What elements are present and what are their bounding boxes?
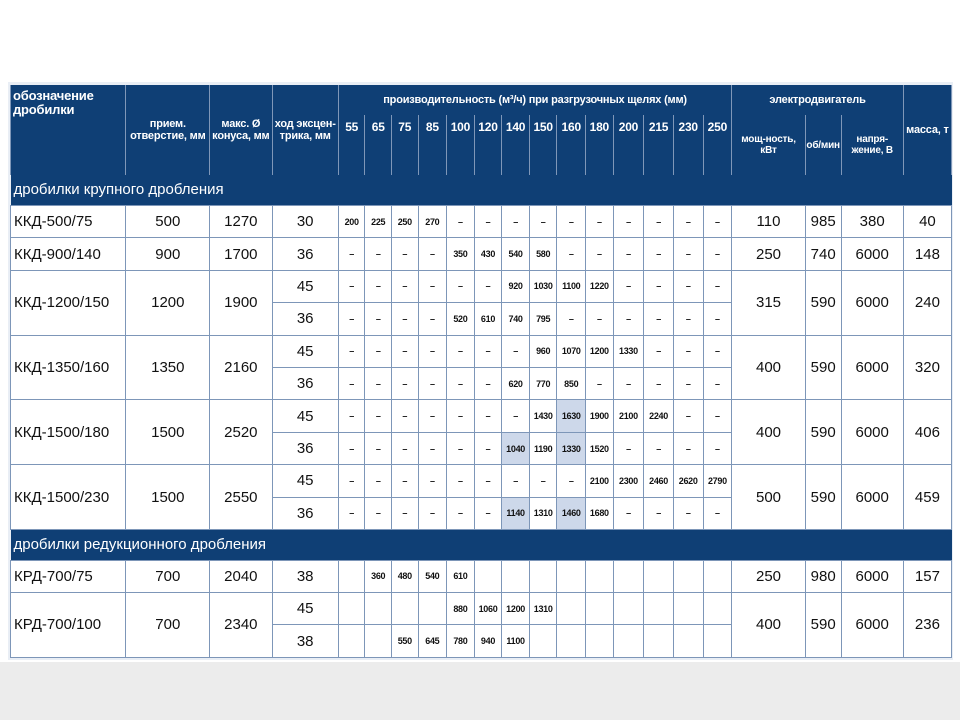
cone-value: 2040 bbox=[210, 560, 272, 592]
capacity-cell: – bbox=[365, 368, 392, 400]
table-row bbox=[11, 560, 952, 592]
inlet-value: 900 bbox=[126, 238, 210, 270]
capacity-cell bbox=[586, 625, 614, 658]
capacity-cell bbox=[391, 592, 418, 624]
stroke-value: 36 bbox=[272, 432, 338, 464]
voltage-value: 6000 bbox=[841, 238, 903, 270]
capacity-cell: 2300 bbox=[613, 465, 644, 497]
capacity-cell: – bbox=[338, 432, 365, 464]
rpm-value: 590 bbox=[805, 335, 841, 400]
rpm-value: 980 bbox=[805, 560, 841, 592]
stroke-value: 45 bbox=[272, 400, 338, 432]
gap-header: 65 bbox=[365, 115, 392, 175]
gap-header: 85 bbox=[418, 115, 447, 175]
capacity-cell: – bbox=[644, 270, 674, 302]
capacity-cell: – bbox=[365, 432, 392, 464]
mass-value: 40 bbox=[903, 205, 951, 237]
cone-value: 2520 bbox=[210, 400, 272, 465]
col-voltage: напря-жение, В bbox=[841, 115, 903, 175]
col-power: мощ-ность, кВт bbox=[732, 115, 806, 175]
table-row bbox=[11, 465, 952, 497]
capacity-cell: – bbox=[703, 497, 732, 529]
table-row bbox=[11, 270, 952, 302]
stroke-value: 45 bbox=[272, 335, 338, 367]
capacity-cell: – bbox=[703, 205, 732, 237]
capacity-cell bbox=[557, 560, 586, 592]
stroke-value: 36 bbox=[272, 238, 338, 270]
stroke-value: 45 bbox=[272, 270, 338, 302]
capacity-cell: – bbox=[418, 270, 447, 302]
gap-header: 140 bbox=[502, 115, 530, 175]
capacity-cell bbox=[613, 625, 644, 658]
capacity-cell: – bbox=[418, 238, 447, 270]
capacity-cell bbox=[557, 625, 586, 658]
voltage-value: 6000 bbox=[841, 400, 903, 465]
capacity-cell: – bbox=[474, 205, 502, 237]
capacity-cell: 1100 bbox=[502, 625, 530, 658]
gap-header: 160 bbox=[557, 115, 586, 175]
capacity-cell: – bbox=[418, 368, 447, 400]
col-rpm: об/мин bbox=[805, 115, 841, 175]
capacity-cell: – bbox=[557, 205, 586, 237]
capacity-cell: – bbox=[613, 303, 644, 335]
capacity-cell: – bbox=[703, 270, 732, 302]
capacity-cell bbox=[644, 560, 674, 592]
capacity-cell bbox=[529, 625, 557, 658]
capacity-cell: – bbox=[703, 432, 732, 464]
capacity-cell: 2620 bbox=[673, 465, 703, 497]
section-title: дробилки редукционного дробления bbox=[11, 530, 952, 560]
capacity-cell: – bbox=[644, 368, 674, 400]
capacity-cell bbox=[529, 560, 557, 592]
capacity-cell: – bbox=[502, 465, 530, 497]
capacity-cell: 620 bbox=[502, 368, 530, 400]
capacity-cell: 960 bbox=[529, 335, 557, 367]
crusher-name: КРД-700/75 bbox=[11, 560, 126, 592]
capacity-cell: – bbox=[474, 497, 502, 529]
col-inlet: прием. отверстие, мм bbox=[126, 85, 210, 175]
capacity-cell: – bbox=[447, 368, 475, 400]
capacity-cell: 540 bbox=[418, 560, 447, 592]
col-stroke: ход эксцен-трика, мм bbox=[272, 85, 338, 175]
capacity-cell: 770 bbox=[529, 368, 557, 400]
capacity-cell: – bbox=[474, 270, 502, 302]
capacity-cell: 1330 bbox=[557, 432, 586, 464]
capacity-cell: – bbox=[365, 270, 392, 302]
capacity-cell: 360 bbox=[365, 560, 392, 592]
capacity-cell: 1070 bbox=[557, 335, 586, 367]
capacity-cell: – bbox=[474, 335, 502, 367]
capacity-cell: – bbox=[338, 400, 365, 432]
capacity-cell: 520 bbox=[447, 303, 475, 335]
capacity-cell: – bbox=[557, 465, 586, 497]
inlet-value: 1350 bbox=[126, 335, 210, 400]
capacity-cell: – bbox=[391, 497, 418, 529]
stroke-value: 45 bbox=[272, 592, 338, 624]
capacity-cell: – bbox=[365, 303, 392, 335]
capacity-cell: 850 bbox=[557, 368, 586, 400]
capacity-cell: – bbox=[391, 238, 418, 270]
capacity-cell: – bbox=[673, 400, 703, 432]
capacity-cell: – bbox=[529, 205, 557, 237]
top-margin bbox=[0, 0, 960, 80]
mass-value: 406 bbox=[903, 400, 951, 465]
capacity-cell bbox=[644, 625, 674, 658]
voltage-value: 6000 bbox=[841, 560, 903, 592]
stroke-value: 38 bbox=[272, 560, 338, 592]
capacity-cell bbox=[365, 625, 392, 658]
capacity-cell: – bbox=[447, 400, 475, 432]
capacity-cell: – bbox=[613, 497, 644, 529]
inlet-value: 700 bbox=[126, 560, 210, 592]
inlet-value: 700 bbox=[126, 592, 210, 657]
power-value: 250 bbox=[732, 238, 806, 270]
capacity-cell bbox=[418, 592, 447, 624]
capacity-cell: – bbox=[644, 335, 674, 367]
capacity-cell: – bbox=[391, 400, 418, 432]
voltage-value: 6000 bbox=[841, 270, 903, 335]
table-row bbox=[11, 400, 952, 432]
capacity-cell: 1060 bbox=[474, 592, 502, 624]
section-row bbox=[11, 530, 952, 560]
capacity-cell: – bbox=[365, 400, 392, 432]
capacity-cell: 1100 bbox=[557, 270, 586, 302]
crusher-name: ККД-500/75 bbox=[11, 205, 126, 237]
mass-value: 236 bbox=[903, 592, 951, 657]
capacity-cell: – bbox=[673, 238, 703, 270]
stroke-value: 38 bbox=[272, 625, 338, 658]
capacity-cell: – bbox=[474, 368, 502, 400]
capacity-cell: 200 bbox=[338, 205, 365, 237]
capacity-cell: 350 bbox=[447, 238, 475, 270]
capacity-cell: – bbox=[447, 497, 475, 529]
capacity-cell: 645 bbox=[418, 625, 447, 658]
capacity-cell: – bbox=[557, 303, 586, 335]
capacity-cell bbox=[703, 625, 732, 658]
capacity-cell: – bbox=[673, 497, 703, 529]
capacity-cell: 270 bbox=[418, 205, 447, 237]
capacity-cell: 920 bbox=[502, 270, 530, 302]
cone-value: 2160 bbox=[210, 335, 272, 400]
bottom-margin bbox=[0, 662, 960, 720]
capacity-cell: 2790 bbox=[703, 465, 732, 497]
capacity-cell: 550 bbox=[391, 625, 418, 658]
capacity-cell: – bbox=[673, 432, 703, 464]
capacity-cell: – bbox=[418, 465, 447, 497]
capacity-cell: 580 bbox=[529, 238, 557, 270]
capacity-cell: – bbox=[338, 270, 365, 302]
capacity-cell: 1430 bbox=[529, 400, 557, 432]
table-row bbox=[11, 205, 952, 237]
capacity-cell: – bbox=[613, 205, 644, 237]
table-row bbox=[11, 335, 952, 367]
capacity-cell: – bbox=[529, 465, 557, 497]
capacity-cell: – bbox=[447, 270, 475, 302]
col-designation: обозначение дробилки bbox=[11, 85, 126, 175]
capacity-cell: – bbox=[644, 432, 674, 464]
capacity-cell: – bbox=[391, 432, 418, 464]
capacity-cell: – bbox=[447, 335, 475, 367]
capacity-cell: 610 bbox=[447, 560, 475, 592]
rpm-value: 590 bbox=[805, 270, 841, 335]
capacity-cell: – bbox=[613, 368, 644, 400]
section-title: дробилки крупного дробления bbox=[11, 175, 952, 205]
capacity-cell: 780 bbox=[447, 625, 475, 658]
mass-value: 148 bbox=[903, 238, 951, 270]
capacity-cell: – bbox=[338, 497, 365, 529]
stroke-value: 36 bbox=[272, 303, 338, 335]
capacity-cell: 1220 bbox=[586, 270, 614, 302]
gap-header: 180 bbox=[586, 115, 614, 175]
capacity-cell: 1310 bbox=[529, 497, 557, 529]
capacity-cell: – bbox=[644, 238, 674, 270]
col-mass: масса, т bbox=[903, 85, 951, 175]
capacity-cell bbox=[557, 592, 586, 624]
capacity-cell bbox=[474, 560, 502, 592]
power-value: 400 bbox=[732, 335, 806, 400]
capacity-cell bbox=[502, 560, 530, 592]
capacity-cell: 1200 bbox=[502, 592, 530, 624]
capacity-cell bbox=[673, 560, 703, 592]
inlet-value: 1200 bbox=[126, 270, 210, 335]
gap-header: 250 bbox=[703, 115, 732, 175]
power-value: 315 bbox=[732, 270, 806, 335]
rpm-value: 590 bbox=[805, 400, 841, 465]
capacity-cell bbox=[338, 625, 365, 658]
gap-header: 120 bbox=[474, 115, 502, 175]
capacity-cell: 1520 bbox=[586, 432, 614, 464]
gap-header: 200 bbox=[613, 115, 644, 175]
capacity-cell: – bbox=[418, 400, 447, 432]
rpm-value: 740 bbox=[805, 238, 841, 270]
capacity-cell: – bbox=[418, 432, 447, 464]
capacity-cell: – bbox=[365, 497, 392, 529]
capacity-cell: – bbox=[644, 205, 674, 237]
capacity-cell: – bbox=[418, 303, 447, 335]
cone-value: 1270 bbox=[210, 205, 272, 237]
capacity-cell bbox=[673, 625, 703, 658]
capacity-cell: – bbox=[673, 303, 703, 335]
crusher-name: КРД-700/100 bbox=[11, 592, 126, 657]
stroke-value: 45 bbox=[272, 465, 338, 497]
mass-value: 320 bbox=[903, 335, 951, 400]
capacity-cell: 940 bbox=[474, 625, 502, 658]
table-row bbox=[11, 238, 952, 270]
cone-value: 2340 bbox=[210, 592, 272, 657]
capacity-cell: 1900 bbox=[586, 400, 614, 432]
power-value: 250 bbox=[732, 560, 806, 592]
crusher-name: ККД-1500/180 bbox=[11, 400, 126, 465]
capacity-cell: – bbox=[474, 432, 502, 464]
capacity-cell bbox=[586, 592, 614, 624]
power-value: 110 bbox=[732, 205, 806, 237]
capacity-cell: – bbox=[586, 205, 614, 237]
capacity-cell: – bbox=[613, 270, 644, 302]
capacity-cell bbox=[586, 560, 614, 592]
mass-value: 157 bbox=[903, 560, 951, 592]
voltage-value: 6000 bbox=[841, 335, 903, 400]
capacity-cell: 1200 bbox=[586, 335, 614, 367]
capacity-cell: – bbox=[418, 335, 447, 367]
capacity-cell bbox=[703, 592, 732, 624]
capacity-cell: – bbox=[613, 432, 644, 464]
capacity-cell: 480 bbox=[391, 560, 418, 592]
capacity-cell: – bbox=[391, 303, 418, 335]
crusher-spec-table bbox=[10, 85, 952, 658]
capacity-cell: 2240 bbox=[644, 400, 674, 432]
capacity-cell: 2100 bbox=[613, 400, 644, 432]
capacity-cell: – bbox=[338, 465, 365, 497]
capacity-cell bbox=[644, 592, 674, 624]
capacity-cell: 250 bbox=[391, 205, 418, 237]
capacity-cell: – bbox=[703, 238, 732, 270]
capacity-cell: – bbox=[338, 335, 365, 367]
capacity-cell: 225 bbox=[365, 205, 392, 237]
rpm-value: 985 bbox=[805, 205, 841, 237]
capacity-cell: 795 bbox=[529, 303, 557, 335]
capacity-cell: – bbox=[586, 368, 614, 400]
capacity-cell: 1040 bbox=[502, 432, 530, 464]
rpm-value: 590 bbox=[805, 592, 841, 657]
power-value: 500 bbox=[732, 465, 806, 530]
capacity-cell: – bbox=[644, 303, 674, 335]
cone-value: 2550 bbox=[210, 465, 272, 530]
col-cone: макс. Ø конуса, мм bbox=[210, 85, 272, 175]
gap-header: 230 bbox=[673, 115, 703, 175]
capacity-cell: – bbox=[474, 465, 502, 497]
capacity-cell: – bbox=[391, 368, 418, 400]
capacity-cell: – bbox=[703, 303, 732, 335]
stroke-value: 30 bbox=[272, 205, 338, 237]
capacity-cell: – bbox=[613, 238, 644, 270]
capacity-cell: – bbox=[365, 238, 392, 270]
inlet-value: 500 bbox=[126, 205, 210, 237]
capacity-cell: 610 bbox=[474, 303, 502, 335]
cone-value: 1700 bbox=[210, 238, 272, 270]
capacity-cell: – bbox=[703, 368, 732, 400]
capacity-cell: – bbox=[586, 238, 614, 270]
capacity-cell: 1190 bbox=[529, 432, 557, 464]
capacity-cell: – bbox=[391, 270, 418, 302]
capacity-cell: – bbox=[502, 335, 530, 367]
capacity-cell: 1630 bbox=[557, 400, 586, 432]
capacity-cell: – bbox=[644, 497, 674, 529]
capacity-cell: – bbox=[673, 270, 703, 302]
capacity-cell: 2460 bbox=[644, 465, 674, 497]
gap-header: 150 bbox=[529, 115, 557, 175]
capacity-cell: 1310 bbox=[529, 592, 557, 624]
crusher-name: ККД-1500/230 bbox=[11, 465, 126, 530]
mass-value: 240 bbox=[903, 270, 951, 335]
voltage-value: 6000 bbox=[841, 592, 903, 657]
cone-value: 1900 bbox=[210, 270, 272, 335]
rpm-value: 590 bbox=[805, 465, 841, 530]
table-row bbox=[11, 592, 952, 624]
stroke-value: 36 bbox=[272, 497, 338, 529]
inlet-value: 1500 bbox=[126, 400, 210, 465]
capacity-cell: – bbox=[365, 335, 392, 367]
capacity-cell: 2100 bbox=[586, 465, 614, 497]
capacity-cell: 1030 bbox=[529, 270, 557, 302]
section-row bbox=[11, 175, 952, 205]
capacity-cell: – bbox=[557, 238, 586, 270]
capacity-cell: – bbox=[447, 432, 475, 464]
capacity-cell: – bbox=[391, 465, 418, 497]
capacity-cell bbox=[613, 592, 644, 624]
inlet-value: 1500 bbox=[126, 465, 210, 530]
capacity-cell: 740 bbox=[502, 303, 530, 335]
capacity-cell: – bbox=[502, 205, 530, 237]
capacity-cell: – bbox=[447, 465, 475, 497]
capacity-cell: – bbox=[365, 465, 392, 497]
capacity-cell: – bbox=[391, 335, 418, 367]
capacity-cell: – bbox=[703, 335, 732, 367]
mass-value: 459 bbox=[903, 465, 951, 530]
capacity-cell: 540 bbox=[502, 238, 530, 270]
capacity-cell: 1330 bbox=[613, 335, 644, 367]
capacity-cell: – bbox=[502, 400, 530, 432]
capacity-cell: – bbox=[673, 368, 703, 400]
capacity-cell: – bbox=[338, 238, 365, 270]
power-value: 400 bbox=[732, 400, 806, 465]
power-value: 400 bbox=[732, 592, 806, 657]
capacity-cell: – bbox=[338, 303, 365, 335]
capacity-cell: 430 bbox=[474, 238, 502, 270]
capacity-cell: – bbox=[338, 368, 365, 400]
crusher-name: ККД-1350/160 bbox=[11, 335, 126, 400]
voltage-value: 380 bbox=[841, 205, 903, 237]
col-motor-group: электродвигатель bbox=[732, 85, 904, 115]
crusher-name: ККД-900/140 bbox=[11, 238, 126, 270]
capacity-cell bbox=[365, 592, 392, 624]
gap-header: 55 bbox=[338, 115, 365, 175]
capacity-cell bbox=[338, 592, 365, 624]
capacity-cell: – bbox=[447, 205, 475, 237]
capacity-cell: – bbox=[418, 497, 447, 529]
gap-header: 75 bbox=[391, 115, 418, 175]
capacity-cell: 1460 bbox=[557, 497, 586, 529]
capacity-cell bbox=[338, 560, 365, 592]
voltage-value: 6000 bbox=[841, 465, 903, 530]
gap-header: 100 bbox=[447, 115, 475, 175]
crusher-name: ККД-1200/150 bbox=[11, 270, 126, 335]
capacity-cell: – bbox=[474, 400, 502, 432]
capacity-cell: 880 bbox=[447, 592, 475, 624]
capacity-cell: – bbox=[703, 400, 732, 432]
stroke-value: 36 bbox=[272, 368, 338, 400]
capacity-cell: – bbox=[586, 303, 614, 335]
capacity-cell: – bbox=[673, 205, 703, 237]
capacity-cell: – bbox=[673, 335, 703, 367]
capacity-cell: 1140 bbox=[502, 497, 530, 529]
capacity-cell bbox=[703, 560, 732, 592]
gap-header: 215 bbox=[644, 115, 674, 175]
capacity-cell bbox=[613, 560, 644, 592]
capacity-cell bbox=[673, 592, 703, 624]
capacity-cell: 1680 bbox=[586, 497, 614, 529]
col-capacity-group: производительность (м³/ч) при разгрузочных щелях (мм) bbox=[338, 85, 731, 115]
